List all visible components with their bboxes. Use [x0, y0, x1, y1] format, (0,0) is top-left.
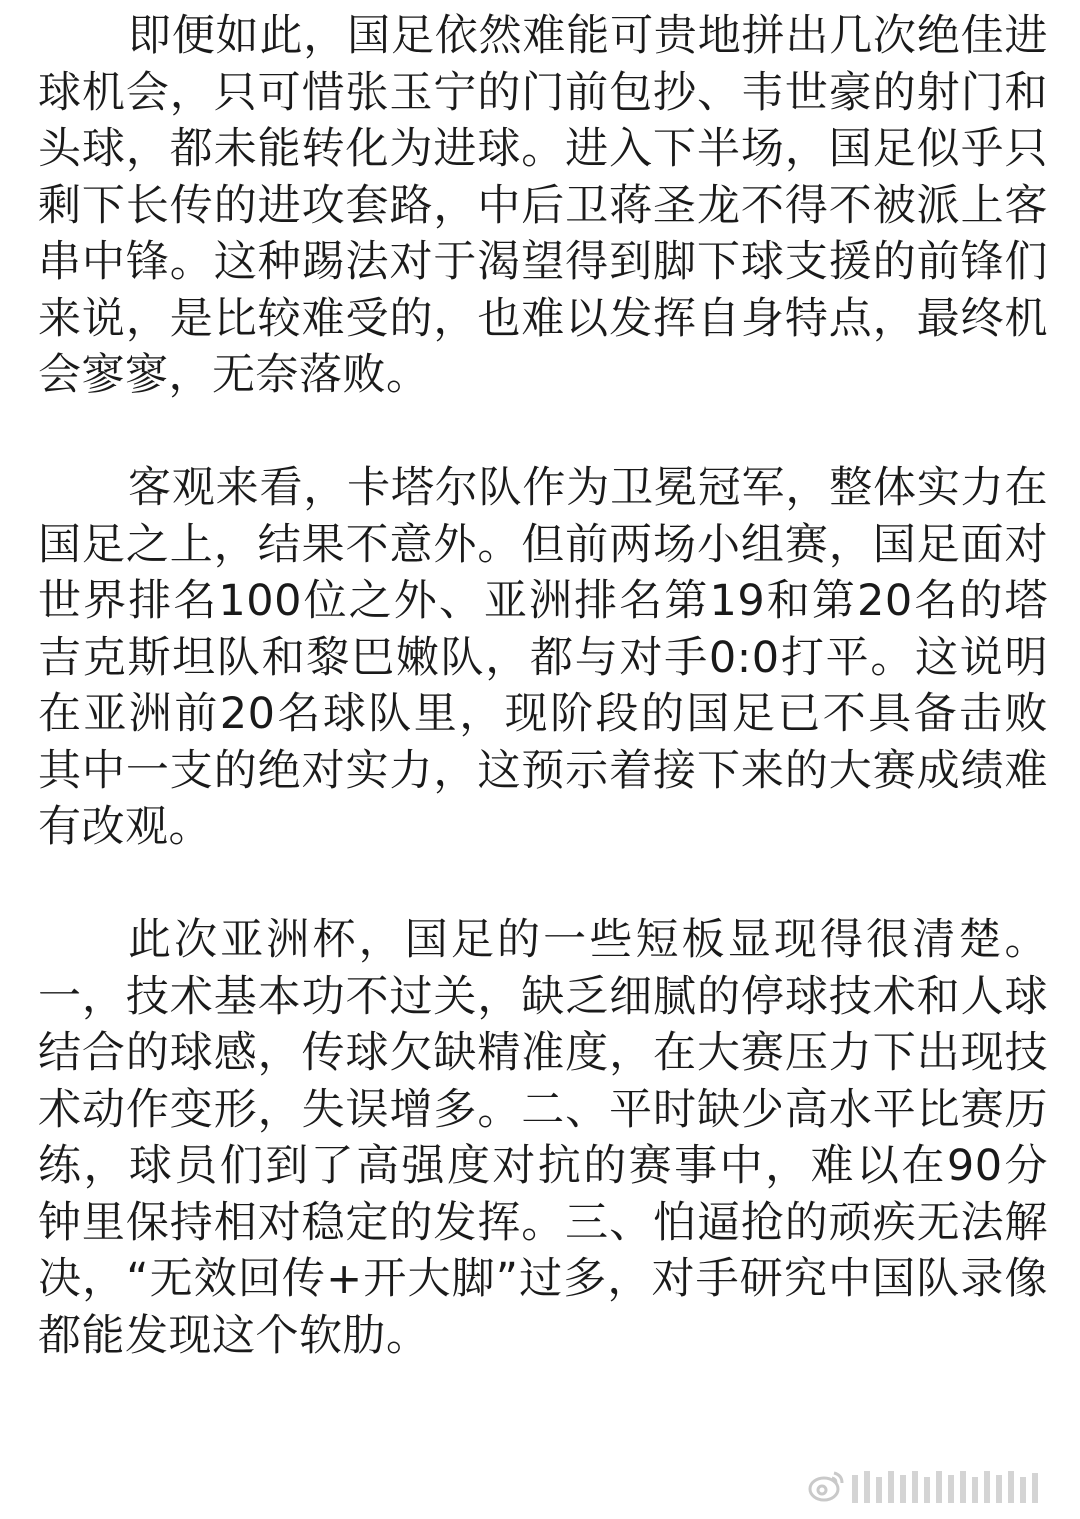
- paragraph-2: 客观来看，卡塔尔队作为卫冕冠军，整体实力在国足之上，结果不意外。但前两场小组赛，国足面对世界排名100位之外、亚洲排名第19和第20名的塔吉克斯坦队和黎巴嫩队，都与对手0:0打平。这说明在亚洲前20名球队里，现阶段的国足已不具备击败其中一支的绝对实力，这预示着接下来的大赛成绩难有改观。: [38, 463, 1048, 852]
- paragraph-1: 即便如此，国足依然难能可贵地拼出几次绝佳进球机会，只可惜张玉宁的门前包抄、韦世豪的射门和头球，都未能转化为进球。进入下半场，国足似乎只剩下长传的进攻套路，中后卫蒋圣龙不得不被派上客串中锋。这种踢法对于渴望得到脚下球支援的前锋们来说，是比较难受的，也难以发挥自身特点，最终机会寥寥，无奈落败。: [38, 11, 1048, 400]
- weibo-watermark-icon: [802, 1465, 1052, 1509]
- article-body: [38, 8, 1048, 1364]
- paragraph-3: 此次亚洲杯，国足的一些短板显现得很清楚。一，技术基本功不过关，缺乏细腻的停球技术和人球结合的球感，传球欠缺精准度，在大赛压力下出现技术动作变形，失误增多。二、平时缺少高水平比赛历练，球员们到了高强度对抗的赛事中，难以在90分钟里保持相对稳定的发挥。三、怕逼抢的顽疾无法解决，“无效回传+开大脚”过多，对手研究中国队录像都能发现这个软肋。: [38, 915, 1048, 1361]
